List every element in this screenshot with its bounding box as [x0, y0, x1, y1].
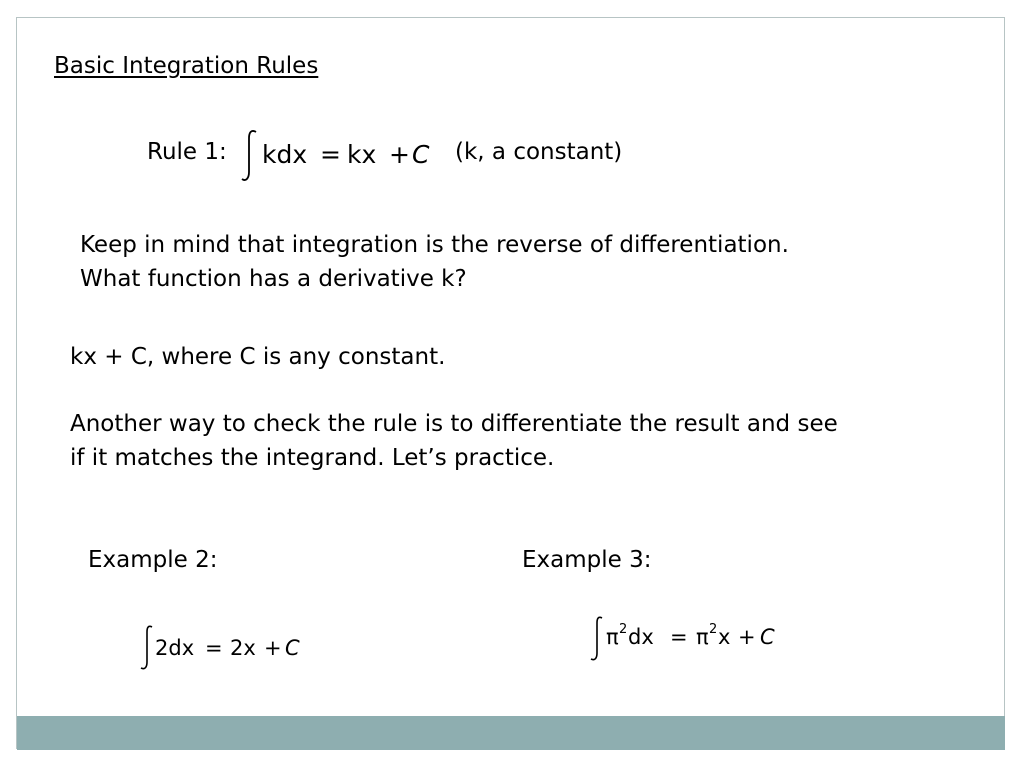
example-2-lhs: 2dx	[155, 636, 195, 660]
rule-1-plus: +	[389, 140, 410, 169]
example-2-formula-svg	[140, 624, 315, 672]
rule-1-eq: =	[320, 140, 341, 169]
example-3-lhs-tail: dx	[628, 625, 654, 649]
integral-sign-icon	[591, 617, 602, 659]
example-3-const: C	[760, 625, 775, 649]
example-3-pi-right: π	[696, 625, 709, 649]
example-3-exp-right: 2	[709, 622, 718, 637]
paragraph-reverse-line2: What function has a derivative k?	[80, 266, 467, 292]
integral-sign-icon	[242, 131, 256, 180]
slide-title: Basic Integration Rules	[54, 53, 319, 79]
example-3-exp-left: 2	[619, 622, 628, 637]
rule-1-const: C	[412, 140, 430, 169]
rule-1-label: Rule 1:	[147, 139, 227, 165]
example-2-label: Example 2:	[88, 547, 218, 573]
example-3-plus: +	[738, 625, 756, 649]
paragraph-check-line1: Another way to check the rule is to differentiate the result and see	[70, 411, 838, 437]
rule-1-lhs: kdx	[262, 140, 308, 169]
example-2-formula	[140, 624, 315, 676]
example-2-plus: +	[264, 636, 282, 660]
rule-1-note: (k, a constant)	[455, 139, 623, 165]
rule-1-formula	[240, 128, 445, 188]
paragraph-answer: kx + C, where C is any constant.	[70, 344, 446, 370]
paragraph-check	[70, 407, 838, 475]
integral-sign-icon	[141, 626, 152, 668]
paragraph-check-line2: if it matches the integrand. Let’s practice.	[70, 445, 555, 471]
rule-1-formula-svg	[240, 128, 445, 184]
example-2-eq: =	[205, 636, 223, 660]
example-3-pi-left: π	[606, 625, 619, 649]
paragraph-reverse	[80, 228, 789, 296]
footer-bar	[17, 716, 1005, 750]
example-3-formula	[590, 615, 790, 667]
example-2-rhs: 2x	[230, 636, 256, 660]
paragraph-reverse-line1: Keep in mind that integration is the reverse of differentiation.	[80, 232, 789, 258]
example-3-rhs-tail: x	[718, 625, 731, 649]
example-2-const: C	[285, 636, 300, 660]
rule-1-rhs: kx	[347, 140, 377, 169]
example-3-label: Example 3:	[522, 547, 652, 573]
example-3-formula-svg	[590, 615, 790, 663]
example-3-eq: =	[670, 625, 688, 649]
